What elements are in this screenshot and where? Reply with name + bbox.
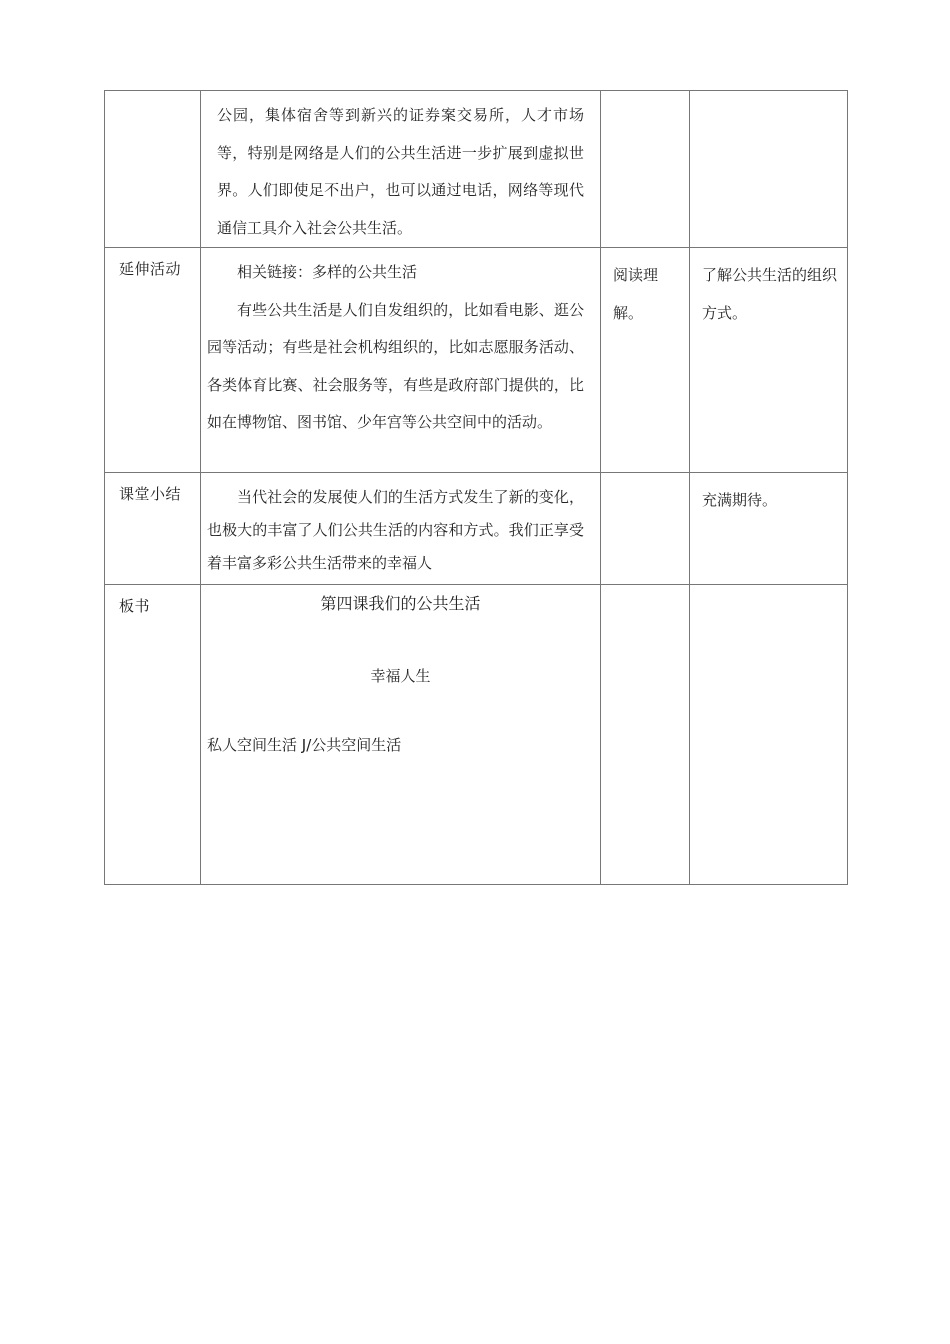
content-cell [201, 473, 601, 585]
row-label-cell [105, 248, 201, 473]
method-cell [601, 91, 690, 248]
board-subtitle: 幸福人生 [370, 667, 431, 685]
board-line: 私人空间生活 J/公共空间生活 [207, 736, 402, 754]
table-row [105, 473, 848, 585]
content-cell [201, 585, 601, 885]
goal-cell [690, 91, 848, 248]
row-label-board: 板书 [119, 597, 151, 615]
board-title: 第四课我们的公共生活 [320, 594, 481, 613]
row-label-cell [105, 473, 201, 585]
content-cell [201, 248, 601, 473]
method-cell [601, 585, 690, 885]
row-label-extension: 延伸活动 [119, 260, 182, 278]
table-row [105, 585, 848, 885]
content-paragraph: 公园，集体宿舍等到新兴的证券案交易所，人才市场等，特别是网络是人们的公共生活进一步扩展到虚拟世界。人们即使足不出户，也可以通过电话，网络等现代通信工具介入社会公共生活。 [217, 106, 584, 237]
row-label-summary: 课堂小结 [119, 485, 182, 503]
table-row [105, 91, 848, 248]
row-label-cell [105, 585, 201, 885]
method-cell [601, 473, 690, 585]
content-cell [201, 91, 601, 248]
method-cell: 阅读理解。 [601, 248, 690, 473]
table-row [105, 248, 848, 473]
row-label-cell [105, 91, 201, 248]
lesson-plan-table [104, 90, 848, 885]
goal-cell: 了解公共生活的组织方式。 [690, 248, 848, 473]
goal-cell [690, 585, 848, 885]
content-paragraph: 当代社会的发展使人们的生活方式发生了新的变化，也极大的丰富了人们公共生活的内容和方式。我们正享受着丰富多彩公共生活带来的幸福人 [207, 488, 584, 572]
content-subheading: 相关链接：多样的公共生活 [237, 263, 418, 281]
content-paragraph: 有些公共生活是人们自发组织的，比如看电影、逛公园等活动；有些是社会机构组织的，比如志愿服务活动、各类体育比赛、社会服务等，有些是政府部门提供的，比如在博物馆、图书馆、少年宫等公共空间中的活动。 [207, 300, 584, 431]
goal-cell: 充满期待。 [690, 473, 848, 585]
